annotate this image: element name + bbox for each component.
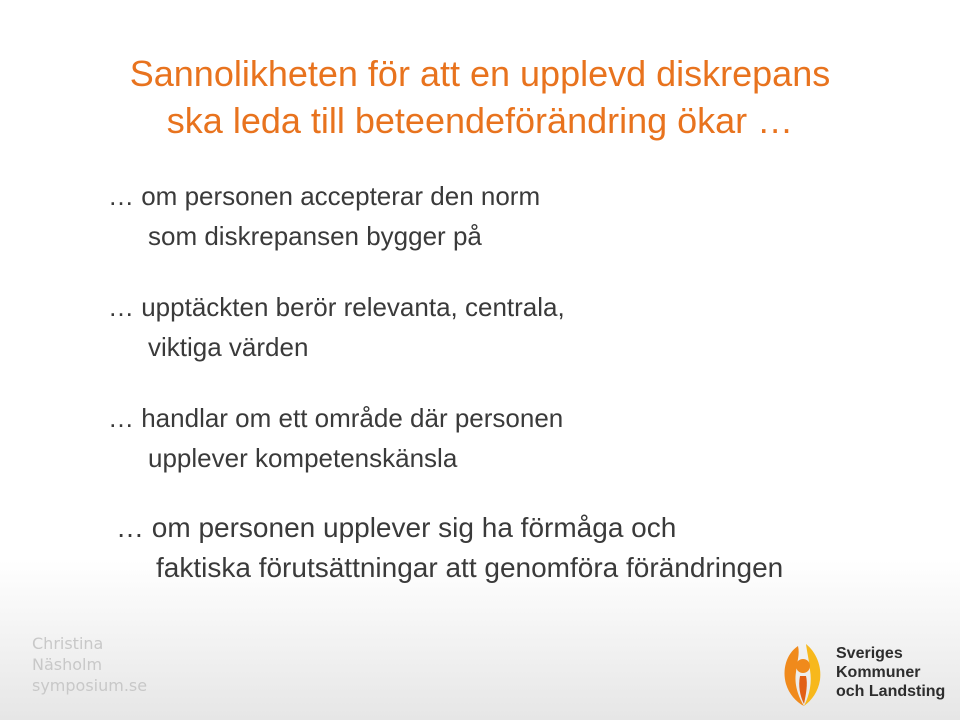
logo-wordmark: [836, 644, 945, 701]
footer-line: symposium.se: [32, 676, 148, 695]
flame-figure-icon: [776, 636, 832, 710]
bullet-line: som diskrepansen bygger på: [148, 221, 482, 251]
bullet-line: … handlar om ett område där personen: [108, 403, 564, 433]
slide-title: [0, 50, 960, 144]
bullet-line: … om personen upplever sig ha förmåga och: [116, 512, 677, 543]
bullet-accept-norm: [108, 176, 540, 256]
bullet-line: upplever kompetenskänsla: [148, 443, 458, 473]
footer-line: Christina: [32, 634, 104, 653]
bullet-line: faktiska förutsättningar att genomföra förändringen: [156, 552, 784, 583]
bullet-ability: [116, 508, 783, 588]
logo-line: och Landsting: [836, 683, 946, 700]
logo-line: Kommuner: [836, 664, 921, 681]
footer-line: Näsholm: [32, 655, 103, 674]
bullet-competence: [108, 398, 563, 478]
bullet-line: … upptäckten berör relevanta, centrala,: [108, 292, 565, 322]
bullet-line: viktiga värden: [148, 332, 309, 362]
footer-credit: [32, 633, 147, 696]
title-line-2: ska leda till beteendeförändring ökar …: [166, 100, 794, 141]
skl-logo: [776, 636, 946, 710]
title-line-1: Sannolikheten för att en upplevd diskrepans: [129, 53, 831, 94]
bullet-line: … om personen accepterar den norm: [108, 181, 541, 211]
bullet-relevant-values: [108, 287, 565, 367]
logo-line: Sveriges: [836, 645, 903, 662]
